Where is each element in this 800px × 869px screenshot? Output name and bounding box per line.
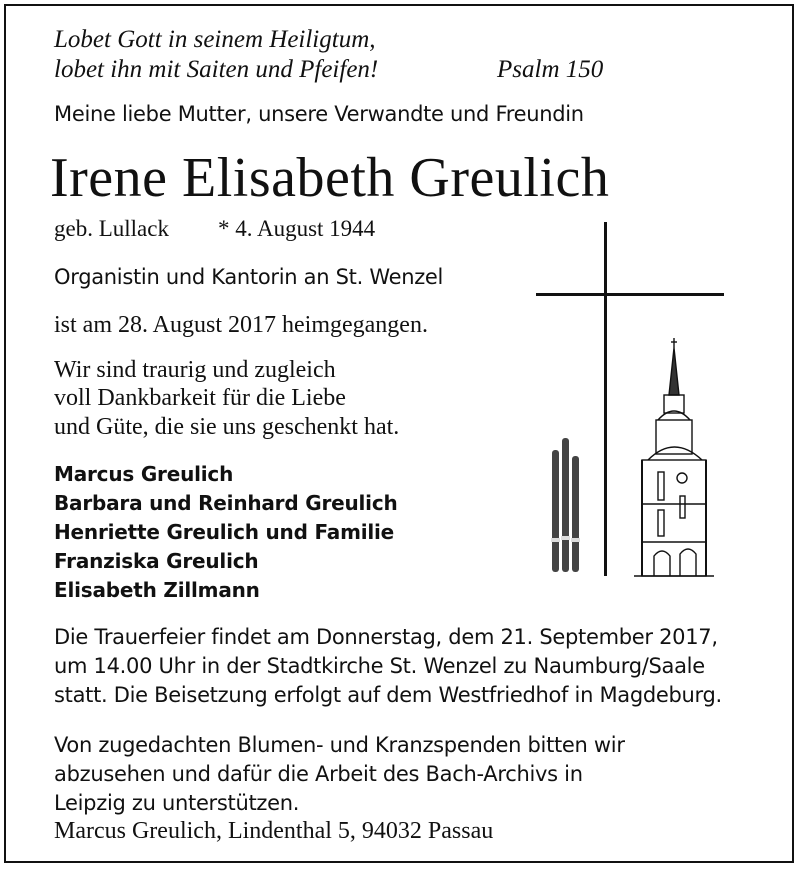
- maiden-name: geb. Lullack: [54, 216, 169, 241]
- verse-line-1: Lobet Gott in seinem Heiligtum,: [54, 26, 376, 53]
- birth-date: * 4. August 1944: [218, 216, 376, 241]
- mourner-1: Marcus Greulich: [54, 462, 234, 486]
- memorial-artwork: [530, 220, 730, 580]
- death-text: ist am 28. August 2017 heimgegangen.: [54, 312, 428, 338]
- verse-line-2: lobet ihn mit Saiten und Pfeifen!: [54, 56, 379, 83]
- donation-line-1: Von zugedachten Blumen- und Kranzspenden bitten wir: [54, 733, 625, 757]
- ceremony-line-2: um 14.00 Uhr in der Stadtkirche St. Wenzel zu Naumburg/Saale: [54, 654, 705, 678]
- organ-pipes-icon: [551, 438, 580, 572]
- church-tower-icon: [634, 338, 714, 576]
- message-line-1: Wir sind traurig und zugleich: [54, 357, 336, 383]
- intro-text: Meine liebe Mutter, unsere Verwandte und Freundin: [54, 102, 584, 126]
- mourner-3: Henriette Greulich und Familie: [54, 520, 395, 544]
- ceremony-line-1: Die Trauerfeier findet am Donnerstag, dem 21. September 2017,: [54, 625, 718, 649]
- donation-line-2: abzusehen und dafür die Arbeit des Bach-Archivs in: [54, 762, 583, 786]
- mourner-5: Elisabeth Zillmann: [54, 578, 260, 602]
- verse-reference: Psalm 150: [497, 56, 604, 83]
- role-text: Organistin und Kantorin an St. Wenzel: [54, 265, 444, 289]
- mourner-2: Barbara und Reinhard Greulich: [54, 491, 398, 515]
- mourner-4: Franziska Greulich: [54, 549, 259, 573]
- donation-line-3: Leipzig zu unterstützen.: [54, 791, 300, 815]
- contact-address: Marcus Greulich, Lindenthal 5, 94032 Passau: [54, 818, 494, 844]
- message-line-3: und Güte, die sie uns geschenkt hat.: [54, 414, 400, 440]
- deceased-name: Irene Elisabeth Greulich: [50, 147, 610, 209]
- ceremony-line-3: statt. Die Beisetzung erfolgt auf dem Westfriedhof in Magdeburg.: [54, 683, 722, 707]
- message-line-2: voll Dankbarkeit für die Liebe: [54, 385, 346, 411]
